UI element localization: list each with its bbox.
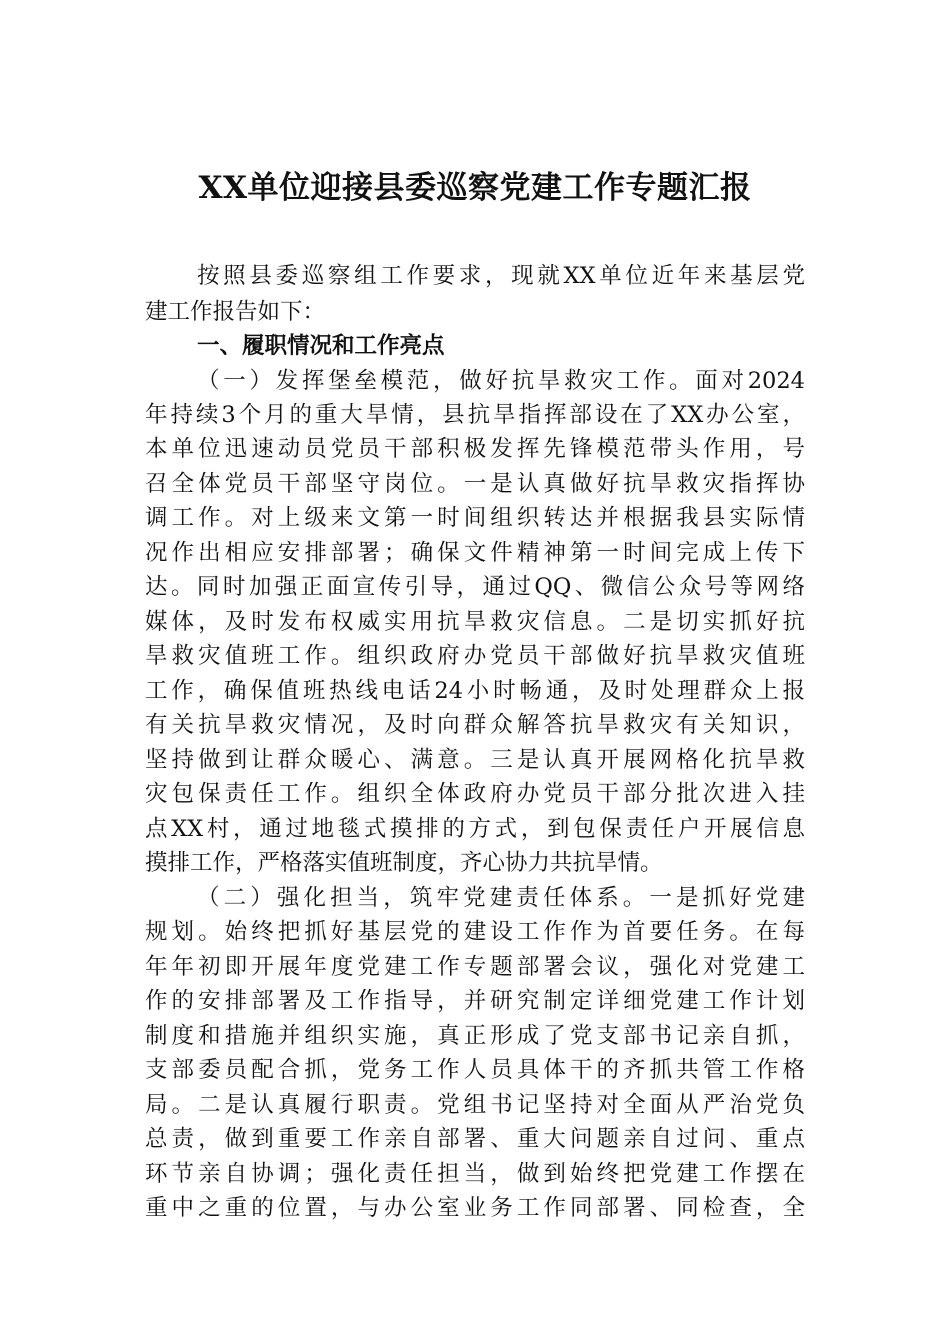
paragraph-line: 年年初即开展年度党建工作专题部署会议，强化对党建工 bbox=[145, 954, 805, 980]
paragraph-line: 作的安排部署及工作指导，并研究制定详细党建工作计划 bbox=[145, 988, 805, 1014]
paragraph-line: 灾包保责任工作。组织全体政府办党员干部分批次进入挂 bbox=[145, 781, 805, 807]
paragraph-line: 工作，确保值班热线电话24小时畅通，及时处理群众上报 bbox=[145, 678, 805, 704]
paragraph-line: 规划。始终把抓好基层党的建设工作作为首要任务。在每 bbox=[145, 919, 805, 945]
paragraph-line: 建工作报告如下： bbox=[145, 299, 326, 325]
paragraph-line: 调工作。对上级来文第一时间组织转达并根据我县实际情 bbox=[145, 505, 805, 531]
paragraph-line: 媒体，及时发布权威实用抗旱救灾信息。二是切实抓好抗 bbox=[145, 609, 805, 635]
paragraph-line: 年持续3个月的重大旱情，县抗旱指挥部设在了XX办公室， bbox=[145, 402, 805, 428]
paragraph-line: 况作出相应安排部署；确保文件精神第一时间完成上传下 bbox=[145, 540, 805, 566]
paragraph-line: 点XX村，通过地毯式摸排的方式，到包保责任户开展信息 bbox=[145, 816, 805, 842]
paragraph-line: 重中之重的位置，与办公室业务工作同部署、同检查，全 bbox=[145, 1195, 805, 1221]
paragraph-line: 环节亲自协调；强化责任担当，做到始终把党建工作摆在 bbox=[145, 1161, 805, 1187]
section-heading: 一、履职情况和工作亮点 bbox=[197, 333, 445, 359]
paragraph-line: 支部委员配合抓，党务工作人员具体干的齐抓共管工作格 bbox=[145, 1057, 805, 1083]
paragraph-line: 制度和措施并组织实施，真正形成了党支部书记亲自抓， bbox=[145, 1023, 805, 1049]
paragraph-line: （二）强化担当，筑牢党建责任体系。一是抓好党建 bbox=[197, 885, 805, 911]
paragraph-line: 局。二是认真履行职责。党组书记坚持对全面从严治党负 bbox=[145, 1092, 805, 1118]
paragraph-line: 总责，做到重要工作亲自部署、重大问题亲自过问、重点 bbox=[145, 1126, 805, 1152]
paragraph-line: 旱救灾值班工作。组织政府办党员干部做好抗旱救灾值班 bbox=[145, 643, 805, 669]
paragraph-line: （一）发挥堡垒模范，做好抗旱救灾工作。面对2024 bbox=[197, 368, 805, 394]
paragraph-line: 坚持做到让群众暖心、满意。三是认真开展网格化抗旱救 bbox=[145, 747, 805, 773]
paragraph-line: 达。同时加强正面宣传引导，通过QQ、微信公众号等网络 bbox=[145, 574, 805, 600]
paragraph-line: 召全体党员干部坚守岗位。一是认真做好抗旱救灾指挥协 bbox=[145, 471, 805, 497]
paragraph-line: 本单位迅速动员党员干部积极发挥先锋模范带头作用，号 bbox=[145, 436, 805, 462]
paragraph-line: 按照县委巡察组工作要求，现就XX单位近年来基层党 bbox=[197, 263, 805, 289]
document-title: XX单位迎接县委巡察党建工作专题汇报 bbox=[198, 170, 752, 206]
paragraph-line: 摸排工作，严格落实值班制度，齐心协力共抗旱情。 bbox=[145, 850, 663, 876]
paragraph-line: 有关抗旱救灾情况，及时向群众解答抗旱救灾有关知识， bbox=[145, 712, 805, 738]
